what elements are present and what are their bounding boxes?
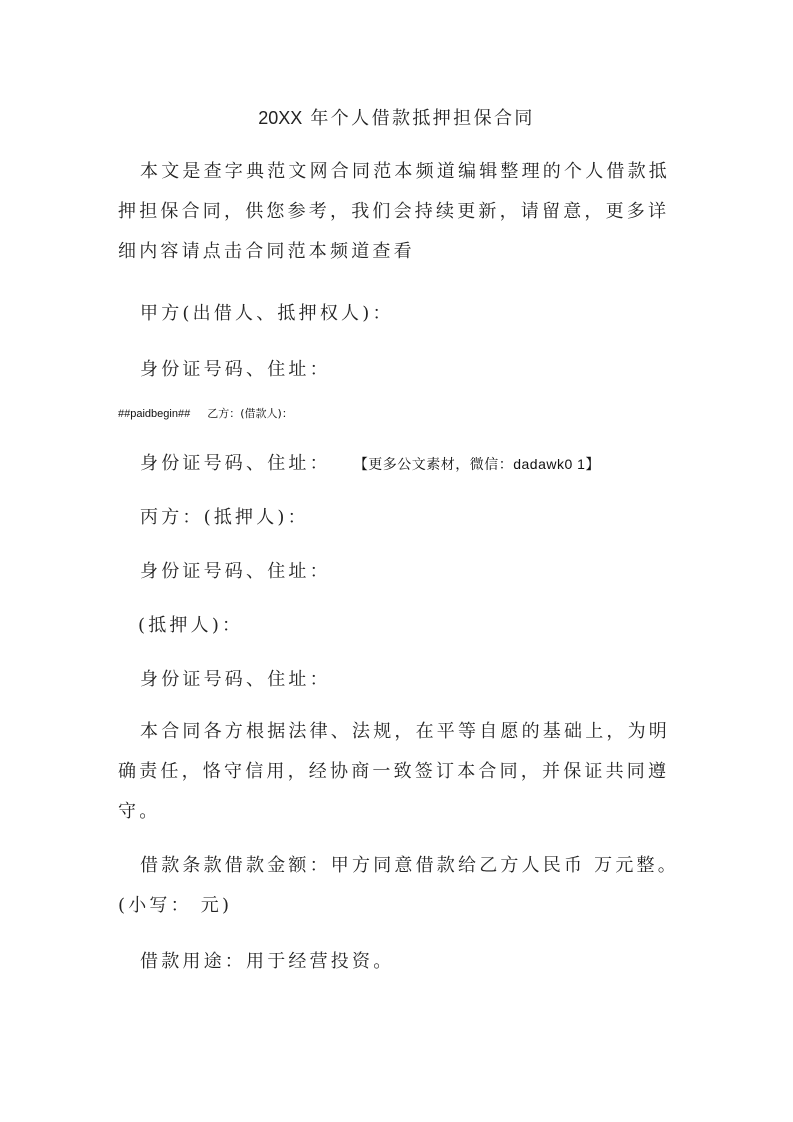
paid-marker-line [118,405,293,421]
party-d-label: (抵押人)： [138,615,244,636]
party-c-id-label: 身份证号码、住址： [140,561,331,582]
party-d-id-label: 身份证号码、住址： [140,669,331,690]
party-c-label: 丙方：(抵押人)： [140,507,309,528]
intro-paragraph: 本文是查字典范文网合同范本频道编辑整理的个人借款抵押担保合同，供您参考，我们会持续更新，请留意，更多详细内容请点击合同范本频道查看 [118,161,670,262]
title-text: 年个人借款抵押担保合同 [310,108,535,129]
party-b-id-label: 身份证号码、住址： [140,453,331,474]
paid-begin-marker: ##paidbegin## [118,408,191,420]
party-a-id-label: 身份证号码、住址： [140,359,331,380]
loan-amount-line: 借款条款借款金额：甲方同意借款给乙方人民币 万元整。 [140,855,679,876]
promo-text: 【更多公文素材，微信：dadawk0 1】 [353,456,600,472]
preamble-paragraph: 本合同各方根据法律、法规，在平等自愿的基础上，为明确责任，恪守信用，经协商一致签订本合同，并保证共同遵守。 [118,721,670,822]
party-a-label: 甲方(出借人、抵押权人)： [140,303,394,324]
loan-purpose-line: 借款用途：用于经营投资。 [140,951,395,972]
party-b-id-line [140,449,600,475]
loan-amount-small: (小写： 元) [118,895,233,916]
party-b-label: 乙方：(借款人)： [207,407,293,420]
document-title [0,104,793,130]
title-year: 20XX [258,108,303,128]
